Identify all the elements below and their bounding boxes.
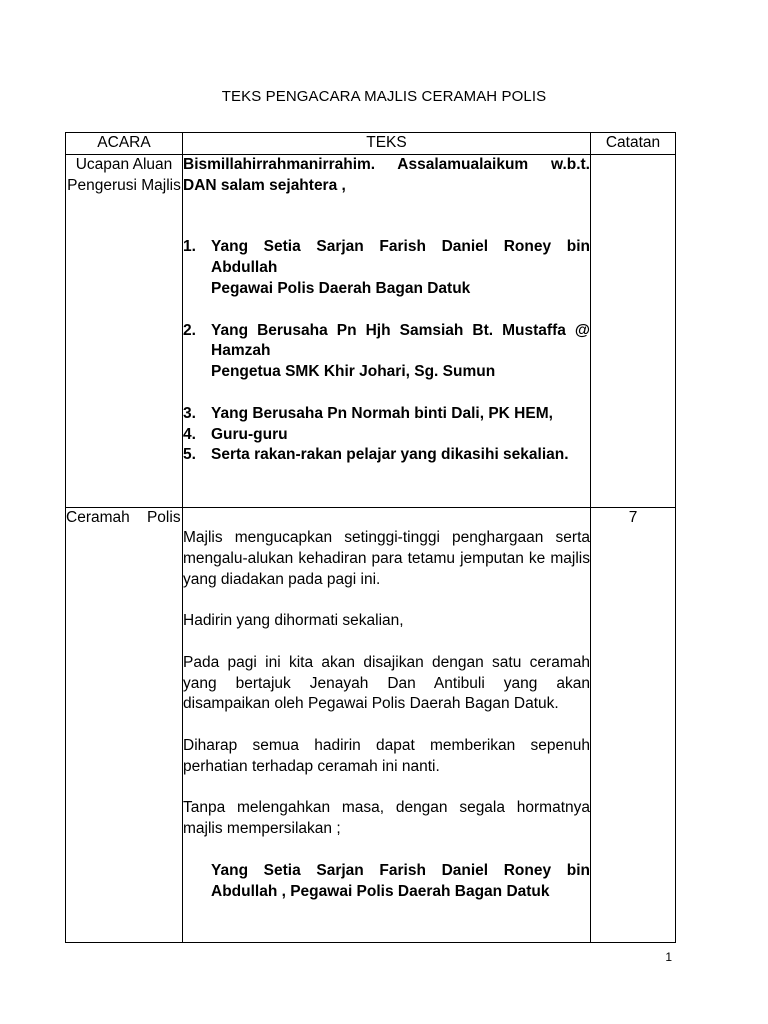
document-title: TEKS PENGACARA MAJLIS CERAMAH POLIS — [221, 88, 547, 105]
table-row — [66, 508, 676, 943]
header-teks: TEKS — [183, 133, 591, 155]
paragraph: Majlis mengucapkan setinggi-tinggi penghargaan serta mengalu-alukan kehadiran para tetamu jemputan ke majlis yang diadakan pada pagi ini. — [183, 529, 590, 588]
greeting-text: Bismillahirrahmanirrahim. Assalamualaikum w.b.t. DAN salam sejahtera , — [183, 156, 590, 194]
list-item: 2. Yang Berusaha Pn Hjh Samsiah Bt. Mustaffa @ Hamzah Pengetua SMK Khir Johari, Sg. Sumun — [183, 321, 590, 381]
teks-cell — [183, 155, 591, 508]
paragraph: Diharap semua hadirin dapat memberikan sepenuh perhatian terhadap ceramah ini nanti. — [183, 736, 590, 775]
table-header-row — [66, 133, 676, 155]
acara-label: Ceramah Polis — [66, 509, 181, 526]
header-acara: ACARA — [66, 133, 183, 155]
list-item: 5. Serta rakan-rakan pelajar yang dikasihi sekalian. — [183, 446, 569, 464]
list-item: 3. Yang Berusaha Pn Normah binti Dali, PK HEM, — [183, 404, 553, 422]
invitation-text: Yang Setia Sarjan Farish Daniel Roney bin Abdullah , Pegawai Polis Daerah Bagan Datuk — [211, 861, 590, 900]
header-catatan: Catatan — [591, 133, 676, 155]
guest-list — [183, 237, 590, 466]
paragraph: Pada pagi ini kita akan disajikan dengan satu ceramah yang bertajuk Jenayah Dan Antibuli yang akan disampaikan oleh Pegawai Polis Daerah Bagan Datuk. — [183, 653, 590, 713]
acara-label: Ucapan Aluan Pengerusi Majlis — [67, 156, 181, 194]
paragraph: Tanpa melengahkan masa, dengan segala hormatnya majlis mempersilakan ; — [183, 799, 590, 838]
program-table — [65, 132, 676, 943]
table-row — [66, 155, 676, 508]
paragraph: Hadirin yang dihormati sekalian, — [183, 612, 404, 630]
catatan-cell: 7 — [591, 508, 676, 943]
list-item: 4. Guru-guru — [183, 425, 288, 443]
acara-cell — [66, 508, 183, 943]
list-item: 1. Yang Setia Sarjan Farish Daniel Roney bin Abdullah Pegawai Polis Daerah Bagan Datuk — [183, 238, 590, 297]
acara-cell — [66, 155, 183, 508]
teks-cell — [183, 508, 591, 943]
page-number: 1 — [665, 950, 672, 964]
catatan-cell — [591, 155, 676, 508]
